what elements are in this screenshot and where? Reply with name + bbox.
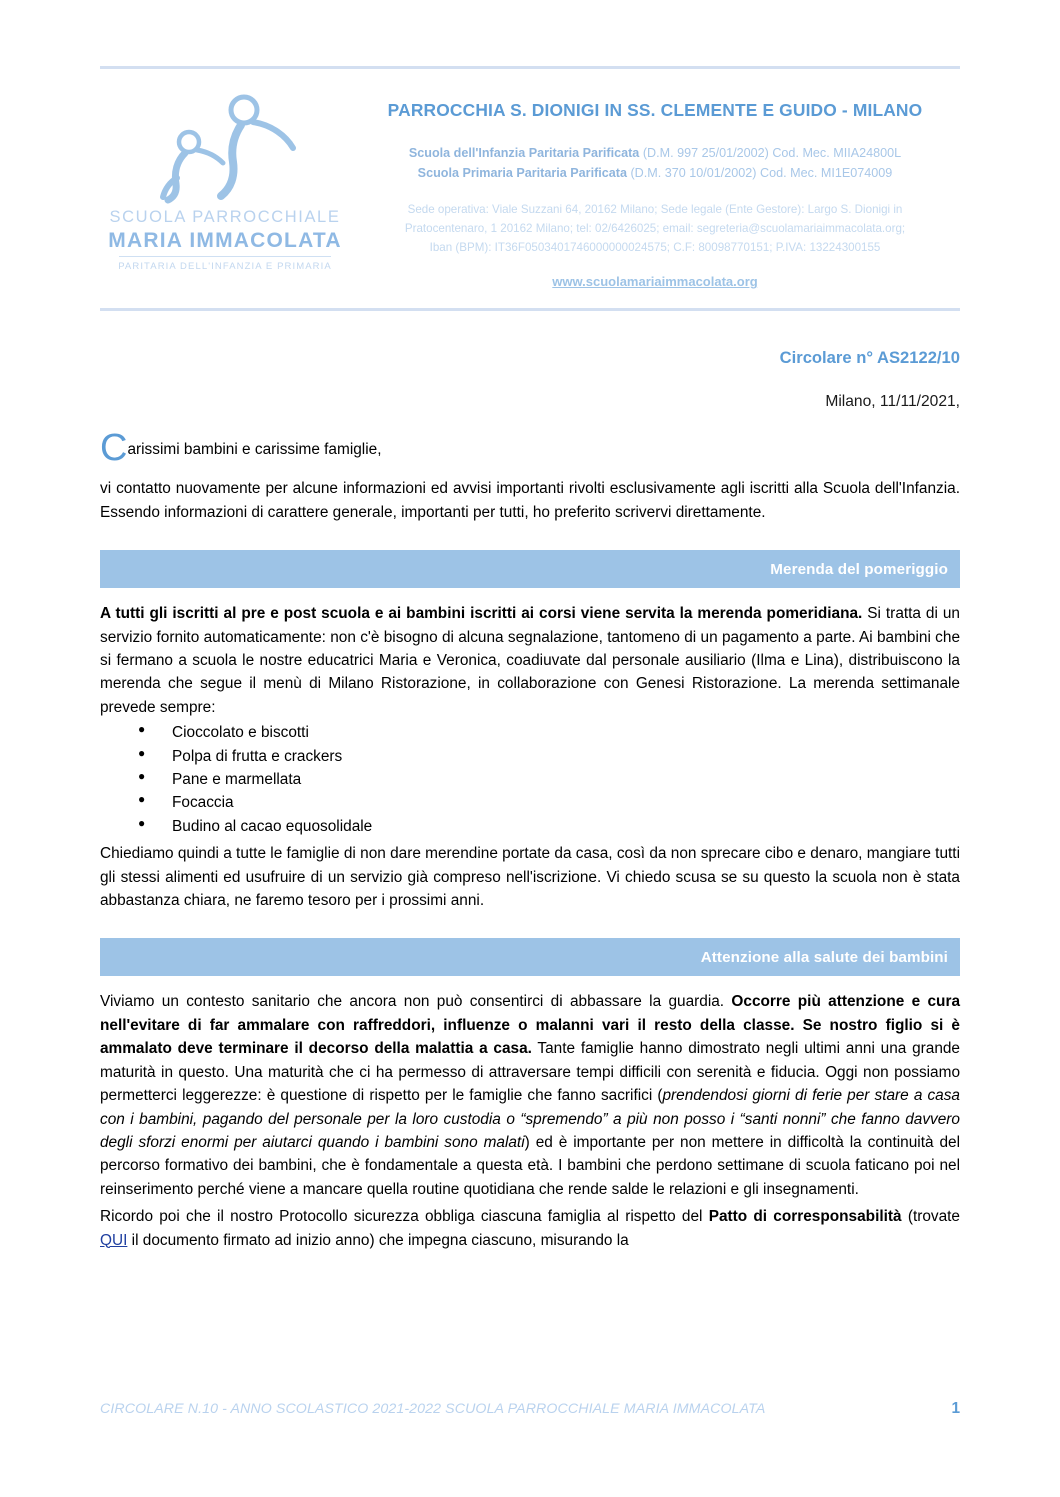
salute-bold-emphasis: Occorre più attenzione e cura nell'evitare di far ammalare con raffreddori, influenze o malanni vari il resto della classe. Se nostro figlio si è ammalato deve terminare il decorso della malattia a casa. [100, 993, 961, 1058]
page-number: 1 [951, 1400, 960, 1417]
document-body [100, 340, 960, 1252]
salute-text-a: Viviamo un contesto sanitario che ancora non può consentirci di abbassare la guardia. [100, 993, 732, 1011]
logo-line-paritaria: PARITARIA DELL'INFANZIA E PRIMARIA [118, 261, 332, 272]
list-item: ● Budino al cacao equosolidale [138, 815, 960, 838]
footer-caption: CIRCOLARE N.10 - ANNO SCOLASTICO 2021-2022 SCUOLA PARROCCHIALE MARIA IMMACOLATA [100, 1401, 766, 1417]
list-item: ● Polpa di frutta e crackers [138, 745, 960, 768]
merenda-closing-paragraph: Chiediamo quindi a tutte le famiglie di non dare merendine portate da casa, così da non sprecare cibo e denaro, mangiare tutti gli stessi alimenti ed usufruire di un servizio già compreso nell'iscrizione. Vi chiedo scusa se su questo la scuola non è stata abbastanza chiara, ne faremo tesoro per i prossimi anni. [100, 845, 960, 910]
school-infanzia-label: Scuola dell'Infanzia Paritaria Parificata [408, 145, 640, 160]
address-line-1: Sede operativa: Viale Suzzani 64, 20162 Milano; Sede legale (Ente Gestore): Largo S. Dionigi in [407, 202, 903, 216]
logo-underline-divider [119, 256, 331, 257]
top-divider-rule [100, 66, 960, 69]
list-item: ● Cioccolato e biscotti [138, 721, 960, 744]
salutation-text: arissimi bambini e carissime famiglie, [127, 441, 382, 458]
intro-paragraph: vi contatto nuovamente per alcune informazioni ed avvisi importanti rivolti esclusivamente agli iscritti alla Scuola dell'Infanzia. Essendo informazioni di carattere generale, importanti per tutti, ho preferito scrivervi direttamente. [100, 480, 960, 521]
school-primaria-label: Scuola Primaria Paritaria Parificata [417, 166, 627, 181]
school-line-primaria [350, 163, 960, 183]
section-banner-label: Attenzione alla salute dei bambini [700, 948, 948, 966]
list-item: ● Pane e marmellata [138, 768, 960, 791]
salute-paragraph [100, 990, 960, 1201]
address-line-2: Pratocentenaro, 1 20162 Milano; tel: 02/6426025; email: segreteria@scuolamariaimmacolata.org; [404, 221, 906, 235]
parish-title: PARROCCHIA S. DIONIGI IN SS. CLEMENTE E GUIDO - MILANO [387, 100, 923, 120]
section-banner-label: Merenda del pomeriggio [770, 560, 948, 578]
address-line-3: Iban (BPM): IT36F0503401746000000024575; C.F: 80098770151; P.IVA: 13224300155 [429, 241, 881, 255]
school-line-infanzia [350, 143, 960, 163]
school-accreditation-lines [350, 143, 960, 184]
protocollo-text-a: Ricordo poi che il nostro Protocollo sicurezza obbliga ciascuna famiglia al rispetto del [100, 1208, 709, 1226]
running-figures-logo-icon [141, 92, 309, 204]
list-item: ● Focaccia [138, 791, 960, 814]
website-link[interactable]: www.scuolamariaimmacolata.org [552, 274, 758, 290]
school-infanzia-detail: (D.M. 997 25/01/2002) Cod. Mec. MIIA24800L [639, 145, 902, 160]
school-primaria-detail: (D.M. 370 10/01/2002) Cod. Mec. MI1E074009 [626, 166, 893, 181]
merenda-lead-bold: A tutti gli iscritti al pre e post scuola e ai bambini iscritti ai corsi viene servita la merenda pomeridiana. [100, 605, 863, 623]
city-and-date: Milano, 11/11/2021, [825, 393, 960, 410]
section-banner-merenda [100, 550, 960, 588]
merenda-lead-rest: Si tratta di un servizio fornito automaticamente: non c'è bisogno di alcuna segnalazione, tantomeno di un pagamento a parte. Ai bambini che si fermano a scuola le nostre educatrici Maria e Veronica, coadiuvate dal personale ausiliario (Ilma e Lina), distribuiscono la merenda che segue il menù di Milano Ristorazione, in collaborazione con Genesi Ristorazione. La merenda settimanale prevede sempre: [100, 605, 960, 716]
header-bottom-divider-rule [100, 308, 960, 311]
section-banner-salute [100, 938, 960, 976]
logo-line-maria-immacolata: MARIA IMMACOLATA [108, 229, 342, 252]
protocollo-paragraph [100, 1205, 960, 1252]
school-logo [100, 86, 350, 272]
drop-cap-letter: C [100, 427, 128, 469]
circular-number: Circolare n° AS2122/10 [779, 348, 960, 367]
salutation-line [100, 427, 960, 469]
snack-list [100, 721, 960, 838]
merenda-paragraph [100, 602, 960, 719]
page-footer [100, 1400, 960, 1418]
protocollo-text-c: il documento firmato ad inizio anno) che impegna ciascuno, misurando la [127, 1231, 629, 1249]
patto-corresponsabilita-bold: Patto di corresponsabilità [708, 1208, 902, 1226]
contact-address-block [350, 200, 960, 258]
logo-line-scuola-parrocchiale: SCUOLA PARROCCHIALE [109, 208, 341, 226]
salute-text-c: ) ed è importante per non mettere in difficoltà la continuità del percorso formativo dei bambini, che è fondamentale a questa età. I bambini che perdono settimane di scuola faticano poi nel reinserimento perché viene a mancare quella routine quotidiana che rende salde le relazioni e gli insegnamenti. [100, 1133, 961, 1198]
letterhead-header [100, 86, 960, 296]
letterhead-text-block [350, 86, 960, 289]
protocollo-text-b: (trovate [901, 1208, 960, 1226]
qui-document-link[interactable]: QUI [100, 1231, 128, 1249]
salute-italic-aside: prendendosi giorni di ferie per stare a casa con i bambini, pagando del personale per la loro custodia o “spremendo” a più non posso i “santi nonni” che fanno davvero degli sforzi enormi per aiutarci quando i bambini sono malati [100, 1087, 960, 1151]
salute-text-b: Tante famiglie hanno dimostrato negli ultimi anni una grande maturità in questo. Una maturità che ci ha permesso di attraversare tempi difficili con serenità e fiducia. Oggi non possiamo permetterci leggerezze: è questione di rispetto per le famiglie che fanno sacrifici ( [100, 1040, 960, 1105]
